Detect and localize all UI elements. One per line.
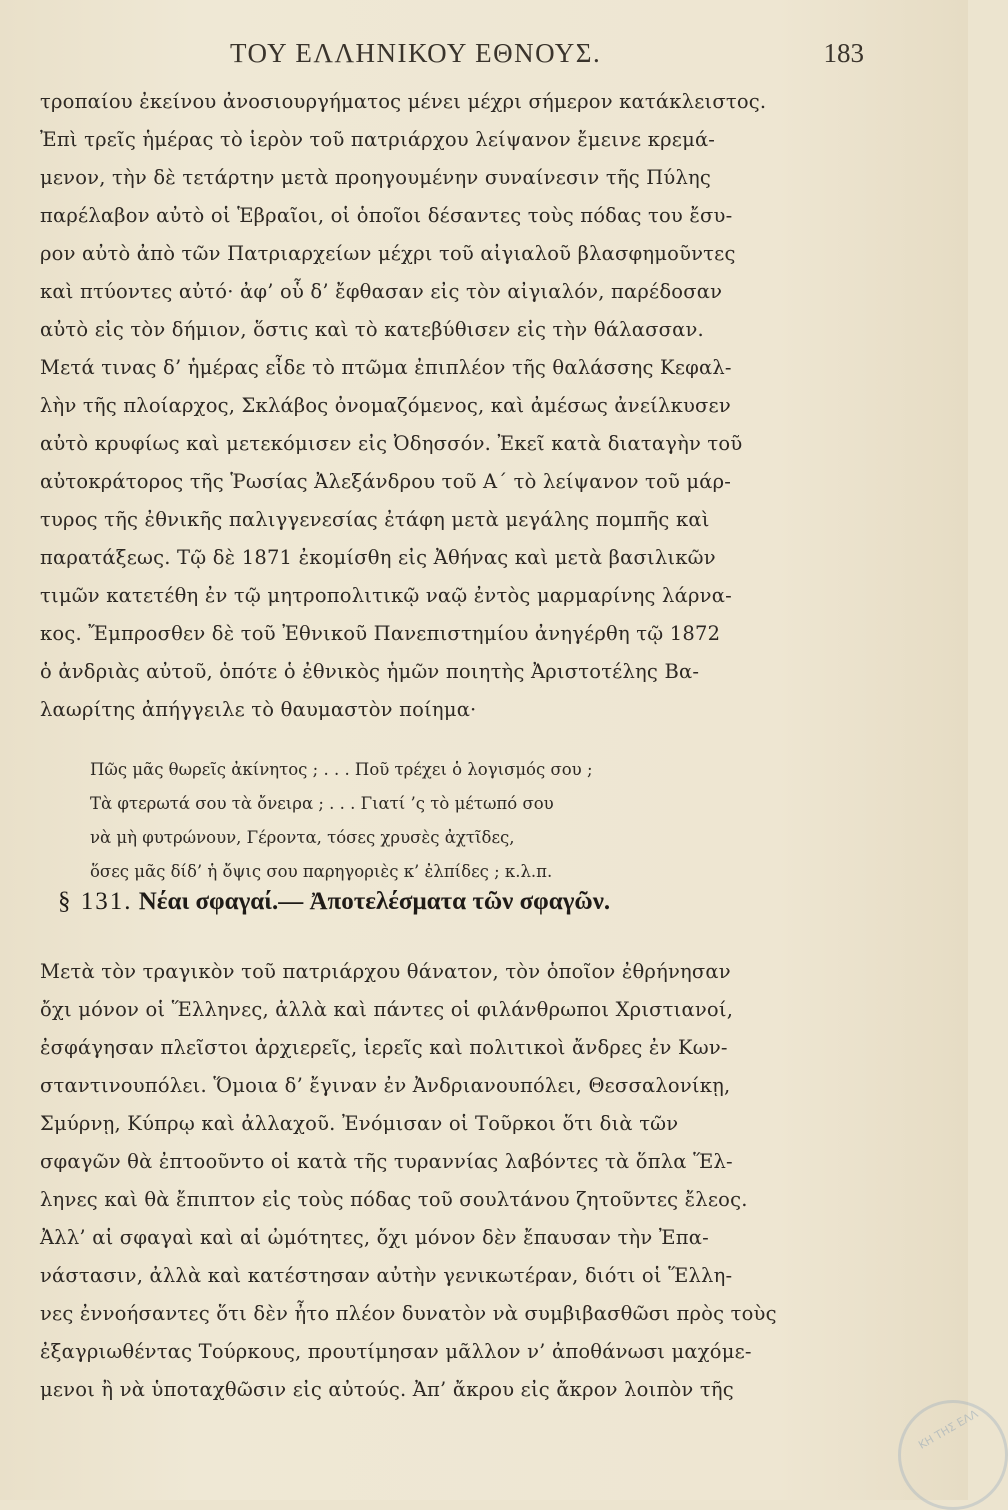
verse-line: ὅσες μᾶς δίδ’ ἡ ὄψις σου παρηγοριὲς κ’ ἐλπίδες ; κ.λ.π. [90, 862, 553, 881]
text-line: ὁ ἀνδριὰς αὐτοῦ, ὁπότε ὁ ἐθνικὸς ἡμῶν ποιητὴς Ἀριστοτέλης Βα- [40, 660, 700, 683]
text-line: ἐξαγριωθέντας Τούρκους, προυτίμησαν μᾶλλον ν’ ἀποθάνωσι μαχόμε- [40, 1340, 752, 1363]
text-line: νάστασιν, ἀλλὰ καὶ κατέστησαν αὐτὴν γενικωτέραν, διότι οἱ Ἕλλη- [40, 1264, 733, 1287]
text-line: παρατάξεως. Τῷ δὲ 1871 ἐκομίσθη εἰς Ἀθήνας καὶ μετὰ βασιλικῶν [40, 546, 716, 569]
section-heading [58, 888, 610, 916]
text-line: παρέλαβον αὐτὸ οἱ Ἑβραῖοι, οἱ ὁποῖοι δέσαντες τοὺς πόδας του ἔσυ- [40, 204, 733, 227]
text-line: αὐτὸ εἰς τὸν δήμιον, ὅστις καὶ τὸ κατεβύθισεν εἰς τὴν θάλασσαν. [40, 318, 704, 341]
text-line: κος. Ἔμπροσθεν δὲ τοῦ Ἐθνικοῦ Πανεπιστημίου ἀνηγέρθη τῷ 1872 [40, 622, 721, 645]
text-line: τιμῶν κατετέθη ἐν τῷ μητροπολιτικῷ ναῷ ἐντὸς μαρμαρίνης λάρνα- [40, 584, 732, 607]
text-line: ρον αὐτὸ ἀπὸ τῶν Πατριαρχείων μέχρι τοῦ αἰγιαλοῦ βλασφημοῦντες [40, 242, 736, 265]
text-line: καὶ πτύοντες αὐτό· ἀφ’ οὗ δ’ ἔφθασαν εἰς τὸν αἰγιαλόν, παρέδοσαν [40, 280, 723, 303]
text-line: νες ἐννοήσαντες ὅτι δὲν ἦτο πλέον δυνατὸν νὰ συμβιβασθῶσι πρὸς τοὺς [40, 1302, 777, 1325]
section-number: § 131. [58, 888, 133, 915]
text-line: αὐτοκράτορος τῆς Ῥωσίας Ἀλεξάνδρου τοῦ Α΄ τὸ λείψανον τοῦ μάρ- [40, 470, 732, 493]
verse-line: νὰ μὴ φυτρώνουν, Γέροντα, τόσες χρυσὲς ἀχτῖδες, [90, 828, 515, 847]
text-line: Ἀλλ’ αἱ σφαγαὶ καὶ αἱ ὠμότητες, ὄχι μόνον δὲν ἔπαυσαν τὴν Ἐπα- [40, 1226, 709, 1249]
text-line: σταντινουπόλει. Ὅμοια δ’ ἔγιναν ἐν Ἀνδριανουπόλει, Θεσσαλονίκῃ, [40, 1074, 731, 1097]
verse-line: Πῶς μᾶς θωρεῖς ἀκίνητος ; . . . Ποῦ τρέχει ὁ λογισμός σου ; [90, 760, 593, 779]
text-line: Μετὰ τὸν τραγικὸν τοῦ πατριάρχου θάνατον, τὸν ὁποῖον ἐθρήνησαν [40, 960, 731, 983]
text-line: λαωρίτης ἀπήγγειλε τὸ θαυμαστὸν ποίημα· [40, 698, 477, 721]
text-line: μενον, τὴν δὲ τετάρτην μετὰ προηγουμένην συναίνεσιν τῆς Πύλης [40, 166, 712, 189]
page-number: 183 [823, 38, 864, 68]
text-line: μενοι ἢ νὰ ὑποταχθῶσιν εἰς αὐτούς. Ἀπ’ ἄκρου εἰς ἄκρον λοιπὸν τῆς [40, 1378, 734, 1401]
text-line: ὄχι μόνον οἱ Ἕλληνες, ἀλλὰ καὶ πάντες οἱ φιλάνθρωποι Χριστιανοί, [40, 998, 734, 1021]
running-head [0, 38, 968, 74]
text-line: λὴν τῆς πλοίαρχος, Σκλάβος ὀνομαζόμενος, καὶ ἀμέσως ἀνείλκυσεν [40, 394, 731, 417]
text-line: ληνες καὶ θὰ ἔπιπτον εἰς τοὺς πόδας τοῦ σουλτάνου ζητοῦντες ἔλεος. [40, 1188, 748, 1211]
running-title: ΤΟΥ ΕΛΛΗΝΙΚΟΥ ΕΘΝΟΥΣ. [230, 38, 602, 68]
section-title: Νέαι σφαγαί.— Ἀποτελέσματα τῶν σφαγῶν. [138, 888, 611, 915]
stamp-text: ΚΗ ΤΗΣ ΕΛΛ [916, 1407, 981, 1452]
text-line: Σμύρνῃ, Κύπρῳ καὶ ἀλλαχοῦ. Ἐνόμισαν οἱ Τοῦρκοι ὅτι διὰ τῶν [40, 1112, 679, 1135]
text-line: τροπαίου ἐκείνου ἀνοσιουργήματος μένει μέχρι σήμερον κατάκλειστος. [40, 90, 767, 113]
text-line: ἐσφάγησαν πλεῖστοι ἀρχιερεῖς, ἱερεῖς καὶ πολιτικοὶ ἄνδρες ἐν Κων- [40, 1036, 728, 1059]
text-line: Μετά τινας δ’ ἡμέρας εἶδε τὸ πτῶμα ἐπιπλέον τῆς θαλάσσης Κεφαλ- [40, 356, 732, 379]
library-stamp [898, 1400, 1008, 1510]
text-line: τυρος τῆς ἐθνικῆς παλιγγενεσίας ἐτάφη μετὰ μεγάλης πομπῆς καὶ [40, 508, 710, 531]
text-line: αὐτὸ κρυφίως καὶ μετεκόμισεν εἰς Ὀδησσόν. Ἐκεῖ κατὰ διαταγὴν τοῦ [40, 432, 743, 455]
verse-line: Τὰ φτερωτά σου τὰ ὄνειρα ; . . . Γιατί ’ς τὸ μέτωπό σου [90, 794, 554, 813]
text-line: Ἐπὶ τρεῖς ἡμέρας τὸ ἱερὸν τοῦ πατριάρχου λείψανον ἔμεινε κρεμά- [40, 128, 716, 151]
text-line: σφαγῶν θὰ ἐπτοοῦντο οἱ κατὰ τῆς τυραννίας λαβόντες τὰ ὅπλα Ἕλ- [40, 1150, 733, 1173]
